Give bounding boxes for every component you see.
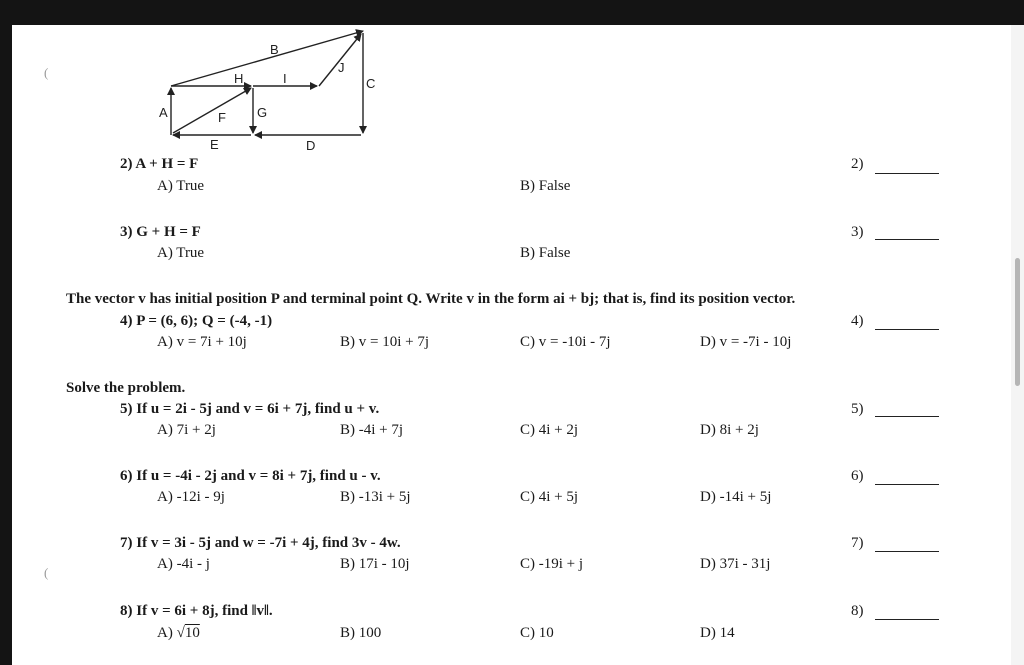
- question-8-text: 8) If v = 6i + 8j, find ‖v‖.: [120, 603, 273, 619]
- label-i: I: [283, 71, 287, 86]
- question-2-text: 2) A + H = F: [120, 156, 199, 172]
- q6-option-b[interactable]: B) -13i + 5j: [340, 489, 411, 505]
- q6-option-c[interactable]: C) 4i + 5j: [520, 489, 579, 505]
- q3-answer-number: 3): [851, 224, 864, 240]
- q3-option-a[interactable]: A) True: [157, 245, 205, 261]
- q2-option-a[interactable]: A) True: [157, 178, 205, 194]
- scrollbar-thumb[interactable]: [1015, 258, 1020, 386]
- sqrt-radicand: 10: [184, 625, 200, 641]
- q8-option-d[interactable]: D) 14: [700, 625, 735, 641]
- label-g: G: [257, 105, 268, 120]
- label-e: E: [210, 137, 219, 152]
- vertical-scrollbar[interactable]: [1011, 25, 1024, 665]
- q4-answer-blank[interactable]: [875, 329, 939, 330]
- q6-answer-blank[interactable]: [875, 484, 939, 485]
- q4-answer-number: 4): [851, 313, 864, 329]
- q5-option-c[interactable]: C) 4i + 2j: [520, 422, 579, 438]
- q5-answer-blank[interactable]: [875, 416, 939, 417]
- section-instruction: Solve the problem.: [66, 380, 186, 396]
- label-f: F: [218, 110, 226, 125]
- q2-option-b[interactable]: B) False: [520, 178, 571, 194]
- question-3-text: 3) G + H = F: [120, 224, 201, 240]
- q7-option-d[interactable]: D) 37i - 31j: [700, 556, 771, 572]
- label-a: A: [159, 105, 168, 120]
- q5-option-a[interactable]: A) 7i + 2j: [157, 422, 216, 438]
- worksheet-page: [12, 25, 1011, 665]
- label-d: D: [306, 138, 316, 153]
- q8-option-a-prefix: A): [157, 625, 177, 641]
- q7-option-c[interactable]: C) -19i + j: [520, 556, 584, 572]
- vector-diagram: [152, 25, 382, 155]
- label-c: C: [366, 76, 376, 91]
- margin-mark: (: [44, 65, 49, 80]
- sqrt-symbol: √: [176, 625, 185, 641]
- q3-option-b[interactable]: B) False: [520, 245, 571, 261]
- q8-answer-number: 8): [851, 603, 864, 619]
- q5-option-d[interactable]: D) 8i + 2j: [700, 422, 759, 438]
- q8-option-c[interactable]: C) 10: [520, 625, 554, 641]
- q6-option-d[interactable]: D) -14i + 5j: [700, 489, 772, 505]
- q5-option-b[interactable]: B) -4i + 7j: [340, 422, 404, 438]
- q2-answer-blank[interactable]: [875, 173, 939, 174]
- q7-option-a[interactable]: A) -4i - j: [157, 556, 210, 572]
- label-b: B: [270, 42, 279, 57]
- q4-option-c[interactable]: C) v = -10i - 7j: [520, 334, 611, 350]
- q4-option-b[interactable]: B) v = 10i + 7j: [340, 334, 430, 350]
- q4-option-a[interactable]: A) v = 7i + 10j: [157, 334, 247, 350]
- question-4-text: 4) P = (6, 6); Q = (-4, -1): [120, 313, 273, 329]
- label-h: H: [234, 71, 244, 86]
- section-instruction: The vector v has initial position P and terminal point Q. Write v in the form ai + bj; that is, find its position vector.: [66, 291, 796, 307]
- q8-option-a[interactable]: [157, 625, 200, 642]
- q4-option-d[interactable]: D) v = -7i - 10j: [700, 334, 792, 350]
- question-5-text: 5) If u = 2i - 5j and v = 6i + 7j, find u + v.: [120, 401, 380, 417]
- q7-answer-blank[interactable]: [875, 551, 939, 552]
- q7-option-b[interactable]: B) 17i - 10j: [340, 556, 410, 572]
- question-6-text: 6) If u = -4i - 2j and v = 8i + 7j, find u - v.: [120, 468, 381, 484]
- label-j: J: [338, 60, 345, 75]
- vector-f: [173, 88, 251, 133]
- q3-answer-blank[interactable]: [875, 239, 939, 240]
- q6-answer-number: 6): [851, 468, 864, 484]
- q7-answer-number: 7): [851, 535, 864, 551]
- q8-option-b[interactable]: B) 100: [340, 625, 382, 641]
- q8-answer-blank[interactable]: [875, 619, 939, 620]
- q5-answer-number: 5): [851, 401, 864, 417]
- vector-b: [171, 31, 363, 86]
- q6-option-a[interactable]: A) -12i - 9j: [157, 489, 225, 505]
- margin-mark: (: [44, 565, 49, 580]
- q2-answer-number: 2): [851, 156, 864, 172]
- question-7-text: 7) If v = 3i - 5j and w = -7i + 4j, find 3v - 4w.: [120, 535, 401, 551]
